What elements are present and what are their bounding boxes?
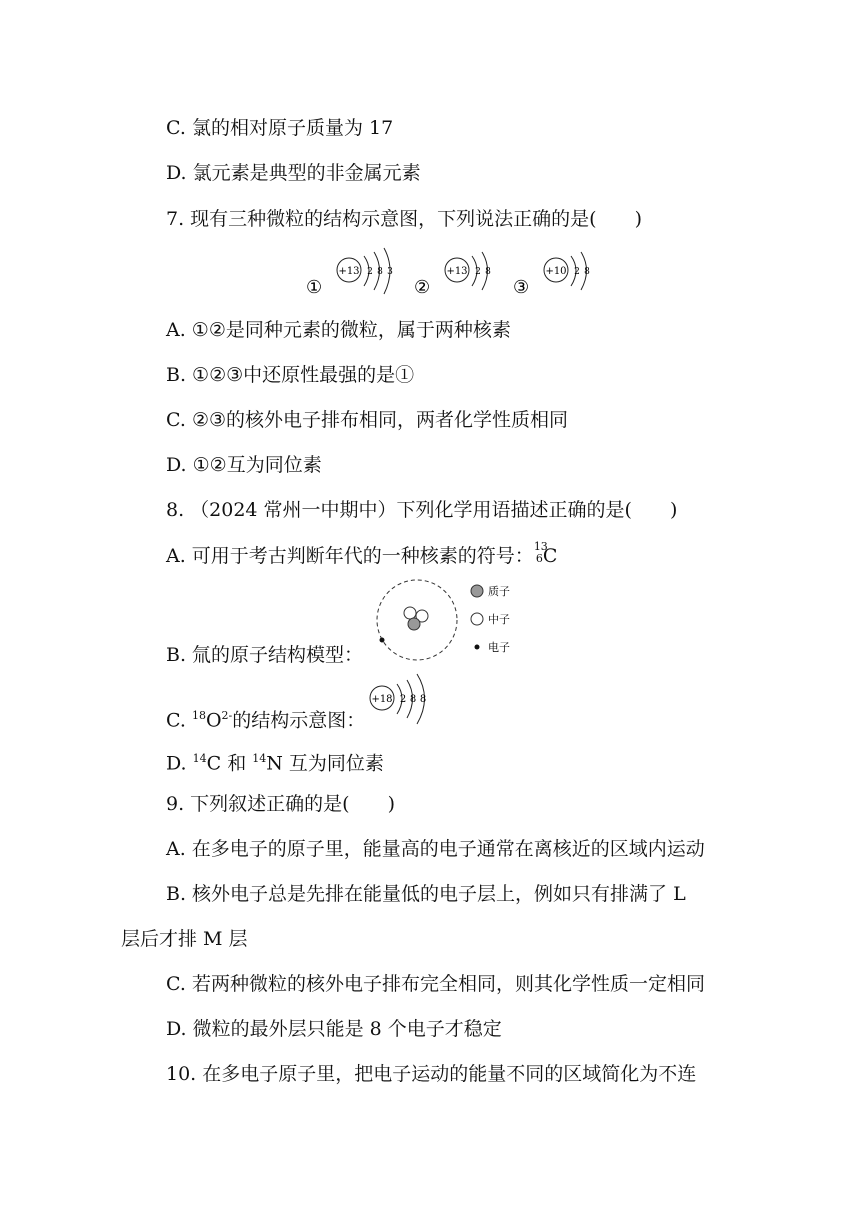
element-symbol: C: [542, 545, 558, 567]
q10-stem: 10. 在多电子原子里，把电子运动的能量不同的区域简化为不连: [166, 1063, 697, 1085]
shell-electrons: 8: [409, 694, 417, 705]
ion-charge: 2-: [221, 709, 233, 722]
shell-electrons: 8: [485, 267, 491, 277]
mass-number: 14: [252, 752, 267, 765]
q7-option-c: C. ②③的核外电子排布相同，两者化学性质相同: [166, 409, 569, 431]
mass-number: 14: [192, 752, 207, 765]
q7-option-b: B. ①②③中还原性最强的是①: [166, 364, 415, 386]
shell-electrons: 3: [387, 267, 393, 277]
mass-number: 13: [533, 540, 548, 553]
legend-neutron-icon: [471, 613, 483, 625]
legend-electron-label: 电子: [488, 641, 510, 654]
shell-electrons: 8: [584, 267, 590, 277]
q8-option-b: B. 氚的原子结构模型：: [166, 644, 364, 666]
q7-diagram-2: [414, 252, 491, 298]
shell-electrons: 8: [377, 267, 383, 277]
q9-option-c: C. 若两种微粒的核外电子排布完全相同，则其化学性质一定相同: [166, 973, 705, 995]
q9-option-d: D. 微粒的最外层只能是 8 个电子才稳定: [166, 1018, 502, 1040]
shell-electrons: 8: [419, 694, 427, 705]
diagram-label: ①: [306, 277, 323, 298]
shell-electrons: 2: [475, 267, 481, 277]
shell-electrons: 2: [367, 267, 373, 277]
q9-option-b-line2: 层后才排 M 层: [121, 928, 248, 950]
q7-diagram-3: [513, 252, 590, 298]
q7-diagram-1: [306, 248, 393, 298]
q8d-text-1: C 和: [206, 752, 253, 775]
q8c-text: 的结构示意图：: [232, 709, 366, 732]
q7-stem: 7. 现有三种微粒的结构示意图，下列说法正确的是( ): [166, 208, 642, 230]
atomic-number: 6: [535, 552, 543, 565]
q6-option-c: C. 氯的相对原子质量为 17: [166, 117, 394, 139]
option-letter: D.: [166, 752, 193, 775]
shell-electrons: 2: [574, 267, 580, 277]
legend-neutron-label: 中子: [488, 613, 510, 626]
q9-option-b-line1: B. 核外电子总是先排在能量低的电子层上，例如只有排满了 L: [166, 883, 686, 905]
shell-electrons: 2: [399, 694, 407, 705]
diagram-nucleus: +10: [545, 266, 567, 277]
q9-stem: 9. 下列叙述正确的是( ): [166, 793, 395, 815]
q8-option-d: [166, 747, 384, 775]
diagram-nucleus: +18: [371, 694, 393, 705]
q8d-text-2: N 互为同位素: [266, 752, 384, 775]
q7-option-a: A. ①②是同种元素的微粒，属于两种核素: [166, 319, 511, 341]
q7-option-d: D. ①②互为同位素: [166, 454, 322, 476]
q8-stem: 8. （2024 常州一中期中）下列化学用语描述正确的是( ): [166, 499, 678, 521]
proton-icon: [408, 618, 420, 630]
diagram-nucleus: +13: [338, 266, 360, 277]
q8c-structure-diagram: [364, 670, 444, 728]
mass-number: 18: [191, 709, 206, 722]
q8a-text: A. 可用于考古判断年代的一种核素的符号：: [166, 545, 534, 567]
q8-option-a: [166, 540, 558, 568]
q9-option-a: A. 在多电子的原子里，能量高的电子通常在离核近的区域内运动: [166, 838, 705, 860]
tritium-atom-model: [370, 576, 540, 664]
nuclide-notation: [533, 540, 548, 565]
electron-icon: [380, 638, 385, 643]
q8-option-c: C. $^{18}O^{2-}$的结构示意图：: [166, 709, 366, 732]
element-symbol: O: [205, 709, 222, 732]
legend-proton-icon: [471, 585, 483, 597]
q7-structure-diagrams: [300, 244, 610, 300]
diagram-label: ②: [414, 277, 431, 298]
legend-electron-icon: [475, 645, 480, 650]
legend-proton-label: 质子: [488, 585, 510, 598]
diagram-label: ③: [513, 277, 530, 298]
diagram-nucleus: +13: [446, 266, 468, 277]
neutron-icon: [404, 607, 416, 619]
q6-option-d: D. 氯元素是典型的非金属元素: [166, 162, 421, 184]
